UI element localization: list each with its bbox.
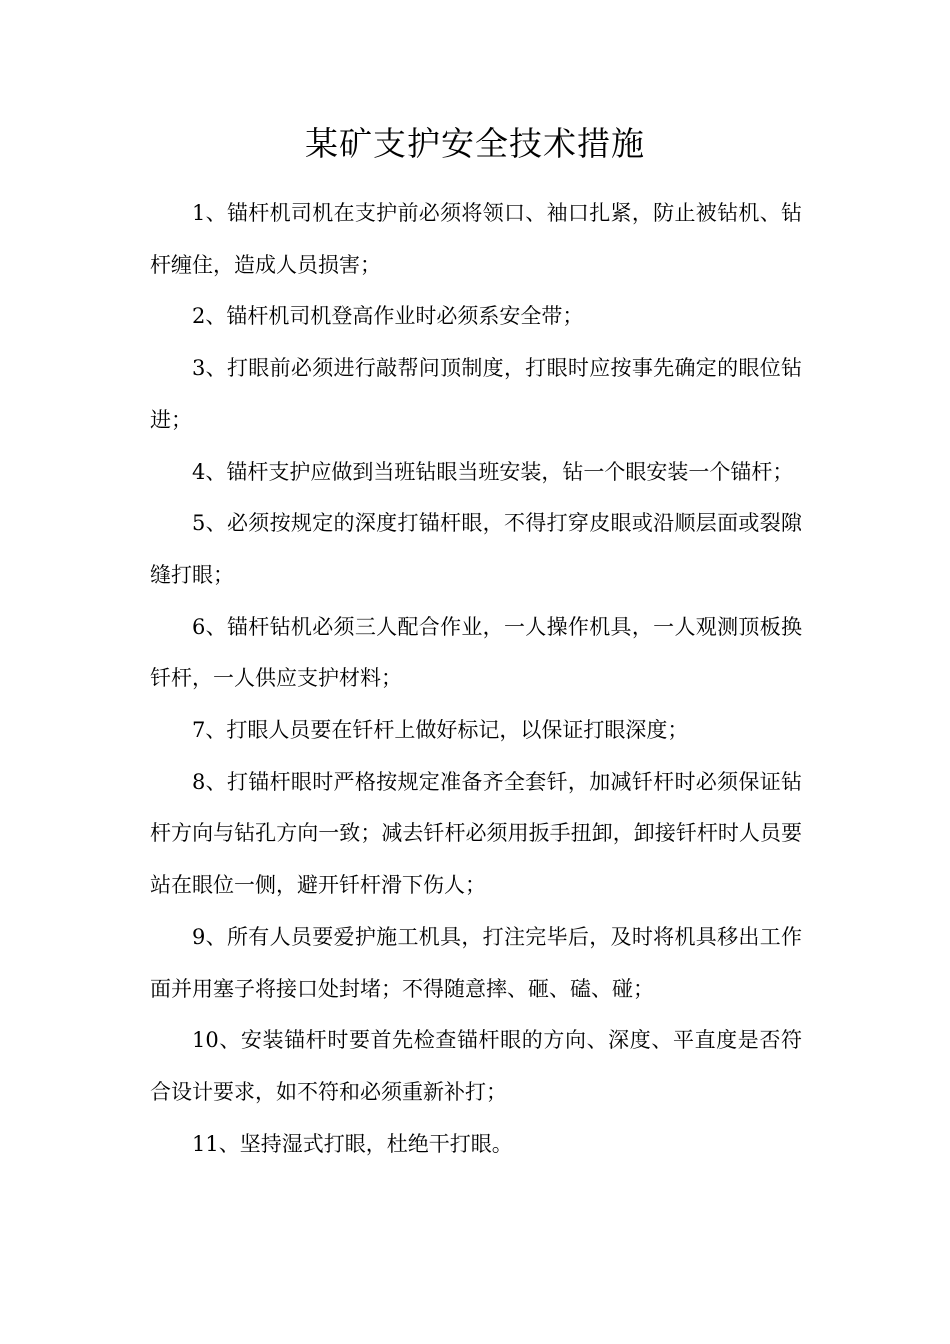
measure-item-9: 9、所有人员要爱护施工机具，打注完毕后，及时将机具移出工作面并用塞子将接口处封堵；不得随意摔、砸、磕、碰； [150, 924, 802, 1001]
measure-item-5: 5、必须按规定的深度打锚杆眼，不得打穿皮眼或沿顺层面或裂隙缝打眼； [150, 511, 802, 587]
measure-item-2: 2、锚杆机司机登高作业时必须系安全带； [192, 304, 584, 329]
measures-list [150, 188, 802, 1170]
document-title: 某矿支护安全技术措施 [305, 124, 645, 163]
measure-item-7: 7、打眼人员要在钎杆上做好标记，以保证打眼深度； [192, 718, 689, 743]
measure-item-4: 4、锚杆支护应做到当班钻眼当班安装，钻一个眼安装一个锚杆； [192, 459, 794, 484]
measure-item-10: 10、安装锚杆时要首先检查锚杆眼的方向、深度、平直度是否符合设计要求，如不符和必须重新补打； [150, 1028, 802, 1104]
measure-item-11: 11、坚持湿式打眼，杜绝干打眼。 [192, 1131, 513, 1156]
measure-item-1: 1、锚杆机司机在支护前必须将领口、袖口扎紧，防止被钻机、钻杆缠住，造成人员损害； [150, 201, 802, 277]
measure-item-3: 3、打眼前必须进行敲帮问顶制度，打眼时应按事先确定的眼位钻进； [150, 356, 802, 432]
measure-item-6: 6、锚杆钻机必须三人配合作业，一人操作机具，一人观测顶板换钎杆，一人供应支护材料； [150, 614, 802, 691]
measure-item-8: 8、打锚杆眼时严格按规定准备齐全套钎，加减钎杆时必须保证钻杆方向与钻孔方向一致；减去钎杆必须用扳手扭卸，卸接钎杆时人员要站在眼位一侧，避开钎杆滑下伤人； [150, 769, 802, 898]
